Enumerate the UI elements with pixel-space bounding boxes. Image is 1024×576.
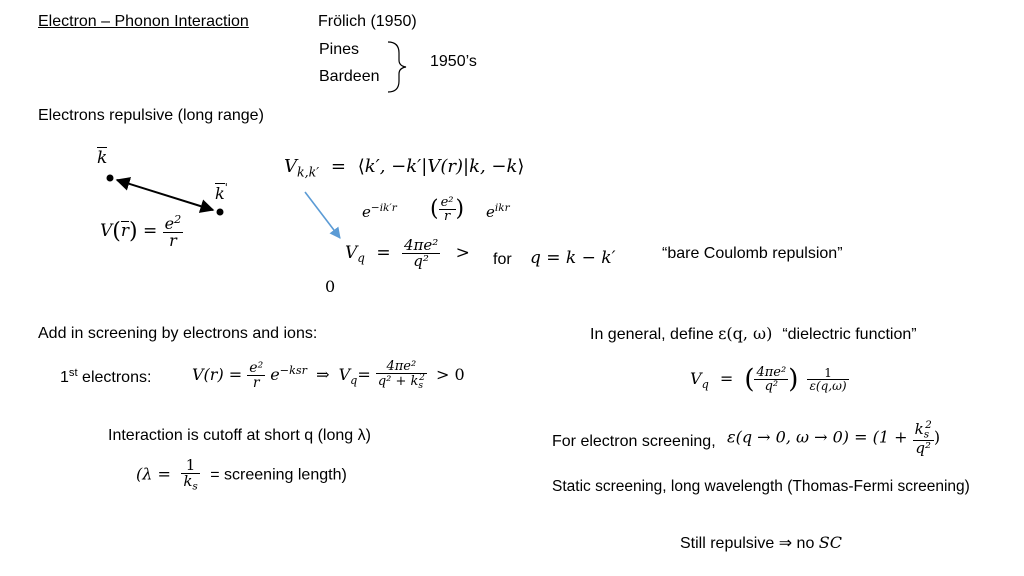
first-electrons-label: 1st electrons: — [60, 367, 152, 387]
slide-title: Electron – Phonon Interaction — [38, 13, 249, 30]
electron-k-dot — [107, 175, 114, 182]
bare-coulomb-label: “bare Coulomb repulsion” — [662, 245, 843, 262]
for-label: for — [493, 251, 512, 268]
electron-k-label: k — [97, 148, 108, 168]
still-repulsive-note: Still repulsive ⇒ no SC — [680, 533, 842, 552]
electron-kprime-label: k ' — [215, 181, 228, 203]
static-screening-note: Static screening, long wavelength (Thomas-Fermi screening) — [552, 478, 970, 495]
interaction-arrow — [117, 180, 213, 210]
frolich-reference: Frölich (1950) — [318, 13, 417, 30]
bare-vq-formula: $V_q$ = $\frac{\text{4πe²}}{\text{q²}}$ > — [345, 236, 470, 270]
repulsive-label: Electrons repulsive (long range) — [38, 107, 264, 124]
dielectric-definition: In general, define ε(q, ω) “dielectric function” — [590, 324, 917, 343]
electron-screening-formula: ε(q → 0, ω → 0) = (1 + $\frac{k_s^2}{\text{q²}}$ ) — [727, 419, 941, 457]
screening-length: (λ = $\frac{1}{k_s}$ = screening length) — [136, 456, 347, 493]
derivation-arrow — [305, 192, 340, 238]
factor-plane-wave-in: $e^{ikr}$ — [486, 202, 510, 221]
era-brace — [388, 42, 406, 92]
bare-vq-zero: 0 — [325, 277, 336, 296]
electron-kprime-dot — [217, 209, 224, 216]
cutoff-note: Interaction is cutoff at short q (long λ) — [108, 427, 371, 444]
electron-screening-prefix: For electron screening, — [552, 433, 716, 450]
pines-reference: Pines — [319, 41, 360, 58]
coulomb-potential: V(r ) = $\frac{e^2}{r}$ — [100, 213, 182, 251]
bardeen-reference: Bardeen — [319, 68, 380, 85]
factor-coulomb: ( $\frac{\text{e²}}{r}$ ) — [430, 195, 465, 224]
screened-potential: V(r) = $\frac{\text{e²}}{r}$ $e^{-ksr}$ ⇒ $V_q=$ $\frac{\text{4πe²}}{q^2 + k_s^2}$ > 0 — [192, 359, 465, 392]
momentum-transfer: q = k − k′ — [530, 248, 616, 268]
matrix-element: $V_{k,k'}$ = ⟨k′, −k′|V(r)|k, −k⟩ — [284, 156, 525, 180]
era-label: 1950’s — [430, 53, 477, 70]
screened-vq-general: $V_q$ = ( $\frac{\text{4πe²}}{\text{q²}}$ ) $\frac{1}{\varepsilon(q,\omega)}$ — [690, 364, 847, 395]
factor-plane-wave-out: $e^{-ik'r}$ — [362, 202, 397, 221]
screening-heading: Add in screening by electrons and ions: — [38, 325, 318, 342]
